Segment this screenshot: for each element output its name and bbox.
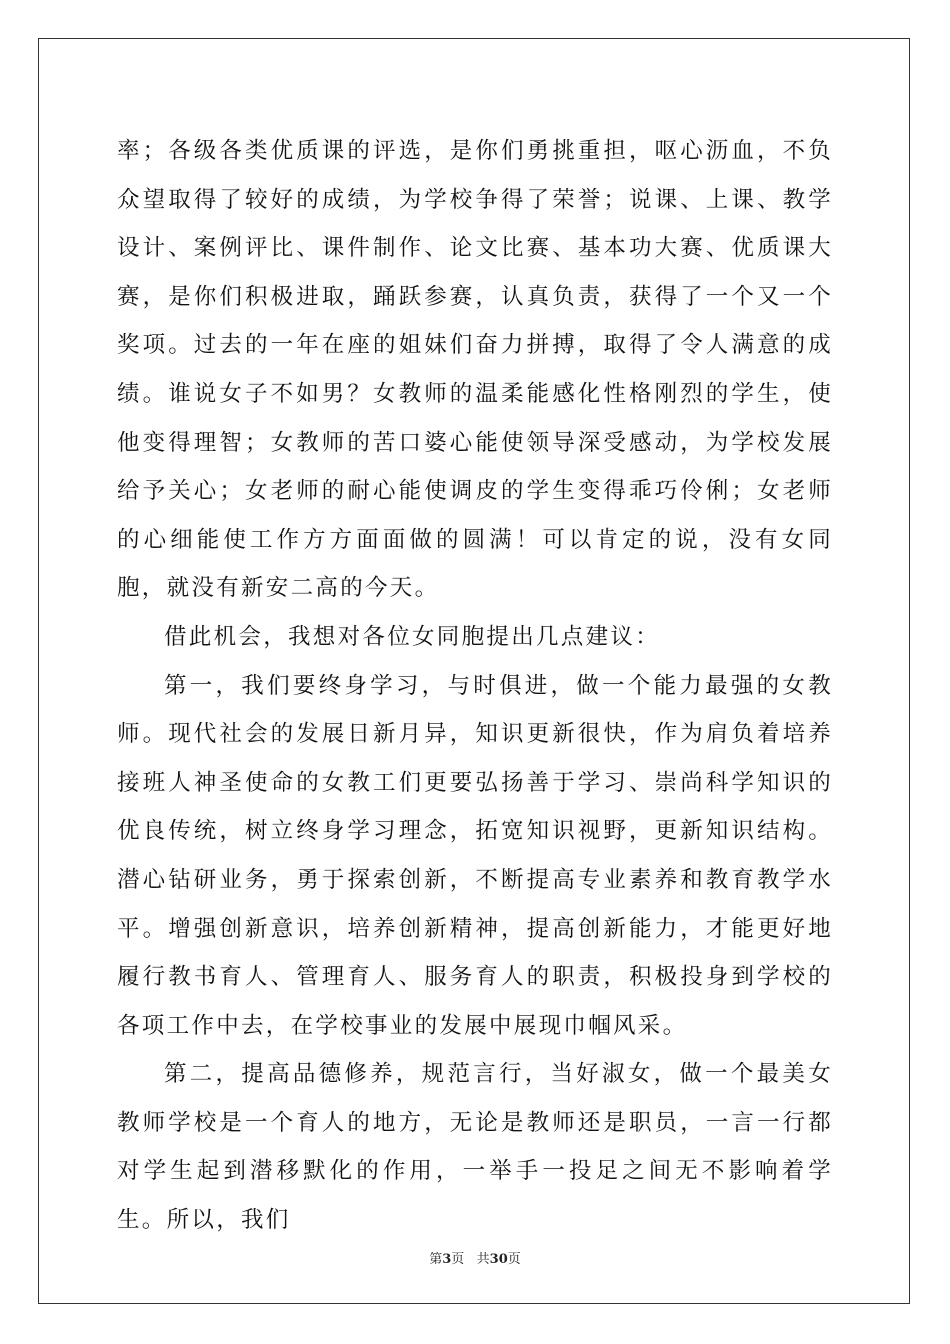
paragraph-1: 率；各级各类优质课的评选，是你们勇挑重担，呕心沥血，不负众望取得了较好的成绩，为学校争得了荣誉；说课、上课、教学设计、案例评比、课件制作、论文比赛、基本功大赛、优质课大赛，是你们积极进取，踊跃参赛，认真负责，获得了一个又一个奖项。过去的一年在座的姐妹们奋力拼搏，取得了令人满意的成绩。谁说女子不如男？女教师的温柔能感化性格刚烈的学生，使他变得理智；女教师的苦口婆心能使领导深受感动，为学校发展给予关心；女老师的耐心能使调皮的学生变得乖巧伶俐；女老师的心细能使工作方方面面做的圆满！可以肯定的说，没有女同胞，就没有新安二高的今天。: [117, 138, 833, 602]
document-body: [117, 127, 833, 1245]
paragraph-4: 第二，提高品德修养，规范言行，当好淑女，做一个最美女教师学校是一个育人的地方，无论是教师还是职员，一言一行都对学生起到潜移默化的作用，一举手一投足之间无不影响着学生。所以，我们: [117, 1061, 833, 1234]
total-page-count: 30: [489, 1252, 508, 1267]
footer-suffix: 页: [507, 1252, 521, 1267]
current-page-number: 3: [442, 1252, 452, 1267]
paragraph-3: 第一，我们要终身学习，与时俱进，做一个能力最强的女教师。现代社会的发展日新月异，知识更新很快，作为肩负着培养接班人神圣使命的女教工们更要弘扬善于学习、崇尚科学知识的优良传统，树立终身学习理念，拓宽知识视野，更新知识结构。潜心钻研业务，勇于探索创新，不断提高专业素养和教育教学水平。增强创新意识，培养创新精神，提高创新能力，才能更好地履行教书育人、管理育人、服务育人的职责，积极投身到学校的各项工作中去，在学校事业的发展中展现巾帼风采。: [117, 672, 833, 1039]
page-footer: [0, 1248, 950, 1267]
paragraph-2: 借此机会，我想对各位女同胞提出几点建议：: [164, 623, 661, 650]
footer-prefix: 第: [429, 1252, 443, 1267]
footer-middle: 页 共: [451, 1252, 490, 1267]
